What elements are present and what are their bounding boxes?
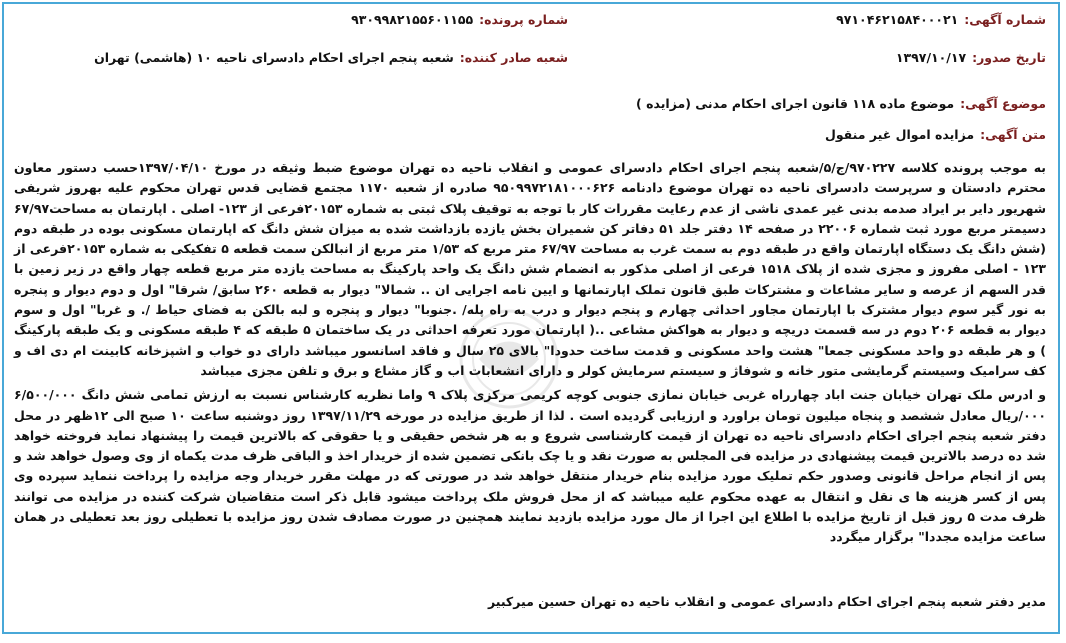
notice-frame [2,2,1060,634]
body-paragraph: و ادرس ملک تهران خیابان جنت اباد چهارراه غربی خیابان نمازی جنوبی کوچه کریمی مرکزی پلاک ۹ واما نظریه کارشناس نسبت به ارزش تمامی شش دانگ ۶/۵۰۰/۰۰۰ ۰۰۰/ریال معادل ششصد و پنجاه میلیون تومان براورد و ارزیابی گردیده است . لذا از طریق مزایده در مورخه ۱۳۹۷/۱۱/۲۹ روز دوشنبه ساعت ۱۰ صبح الی ۱۲ظهر در محل دفتر شعبه پنجم اجرای احکام دادسرای ناحیه ده تهران از قیمت کارشناسی شروع و به هر شخص حقیقی و یا حقوقی که بالاترین قیمت را پیشنهاد نماید فروخته خواهد شد ده درصد بالاترین قیمت پیشنهادی در مزایده فی المجلس به صورت نقد و یا چک بانکی تضمین شده از خریدار اخذ و الباقی ظرف مدت یکماه از وی وصول خواهد شد و پس از انجام مراحل قانونی وصدور حکم تملیک مورد مزایده بنام خریدار منتقل خواهد شد در صورتی که در مهلت مقرر خریدار وجه مزایده را پرداخت ننماید سپرده وی پس از کسر هزینه ها ی نقل و انتقال به عهده محکوم علیه میباشد که از محل فروش ملک پرداخت میشود قابل ذکر است متقاضیان شرکت کننده در مزایده می توانند ظرف مدت ۵ روز قبل از تاریخ مزایده با اطلاع این اجرا از مال مورد مزایده بازدید نمایند همچنین در صورت مصادف شدن روز مزایده با تعطیلی روز بعد تعطیلی در همان ساعت مزایده مجددا" برگزار میگردد [14,387,1046,545]
file-number-value: ۹۳۰۹۹۸۲۱۵۵۶۰۱۱۵۵ [351,12,474,27]
ad-number-value: ۹۷۱۰۴۶۲۱۵۸۴۰۰۰۲۱ [836,12,959,27]
notice-body [14,158,1046,548]
ad-number-label: شماره آگهی: [964,12,1046,27]
ad-number-row [836,12,1046,27]
text-title-row [825,127,1046,142]
file-number-label: شماره پرونده: [479,12,568,27]
subject-label: موضوع آگهی: [960,96,1046,111]
issue-date-row [896,50,1046,65]
subject-value: موضوع ماده ۱۱۸ قانون اجرای احکام مدنی (مزایده ) [636,96,955,111]
body-paragraph: به موجب پرونده کلاسه ۹۷۰۲۲۷/ج/۵/شعبه پنجم اجرای احکام دادسرای عمومی و انقلاب ناحیه ده تهران موضوع ضبط وثیقه در مورخ ۱۳۹۷/۰۴/۱۰حسب دستور معاون محترم دادستان و سرپرست دادسرای ناحیه ده تهران موضوع دادنامه ۹۵۰۹۹۷۲۱۸۱۰۰۰۶۲۶ صادره از شعبه ۱۱۷۰ مجتمع قضایی قدس تهران محکوم علیه بهروز شریفی شهریور دایر بر ایراد صدمه بدنی غیر عمدی ناشی از عدم رعایت مقررات کار با توجه به توقیف پلاک ثبتی به شماره ۲۰۱۵۳فرعی از ۱۲۳- اصلی . اپارتمان به مساحت۶۷/۹۷ دسیمتر مربع مورد ثبت شماره ۲۲۰۰۶ در صفحه ۱۴ دفتر جلد ۵۱ دفاتر کن شمیران بخش یازده بازداشت شده به میزان شش دانگ که اپارتمان مسکونی بوده در طبقه دوم (شش دانگ یک دستگاه اپارتمان واقع در طبقه دوم به سمت غرب به مساحت ۶۷/۹۷ متر مربع که ۱/۵۳ متر مربع از انبالکن سمت قطعه ۵ تفکیکی به شماره ۲۰۱۵۳فرعی از ۱۲۳ - اصلی مفروز و مجزی شده از پلاک ۱۵۱۸ فرعی از اصلی مذکور به انضمام شش دانگ یک واحد پارکینگ به مساحت یازده متر مربع قطعه چهار واقع در زیر زمین با قدر السهم از عرصه و سایر مشاعات و مشترکات طبق قانون تملک اپارتمانها و ایین نامه اجرایی ان .. شمالا" دیوار به قطعه ۲۶۰ سابق/ شرقا" اول و دوم دیوار و پنجره به نور گیر سوم دیوار مشترک با اپارتمان مجاور احداثی چهارم و پنجم دیوار و درب به راه پله/ .جنوبا" دیوار و پنجره و لبه بالکن به فضای حیاط /. و غربا" اول و سوم دیوار به قطعه ۲۰۶ دوم در سه قسمت دریچه و دیوار به هواکش مشاعی ..( اپارتمان مورد تعرفه احداثی در یک ساختمان ۵ طبقه که ۴ طبقه مسکونی و یک طبقه پارکینگ ) و هر طبقه دو واحد مسکونی جمعا" هشت واحد مسکونی و قدمت ساخت حدودا" بالای ۲۵ سال و فاقد اسانسور میباشد دارای دو خواب و اشپزخانه کابینت ام دی اف و کف سرامیک وسیستم گرمایشی متور خانه و شوفاژ و سیستم سرمایش کولر و دارای انشعابات اب و گاز مشاع و برق و تلفن مجزی میباشد [14,160,1047,378]
signature: مدیر دفتر شعبه پنجم اجرای احکام دادسرای عمومی و انقلاب ناحیه ده تهران حسین میرکبیر [487,594,1046,609]
issue-date-label: تاریخ صدور: [972,50,1046,65]
file-number-row [351,12,568,27]
issuer-label: شعبه صادر کننده: [459,50,568,65]
text-label: متن آگهی: [980,127,1046,142]
text-title: مزایده اموال غیر منقول [825,127,975,142]
issuer-row [94,50,568,65]
issue-date-value: ۱۳۹۷/۱۰/۱۷ [895,50,967,65]
issuer-value: شعبه پنجم اجرای احکام دادسرای ناحیه ۱۰ (هاشمی) تهران [94,50,454,65]
subject-row [636,96,1046,111]
